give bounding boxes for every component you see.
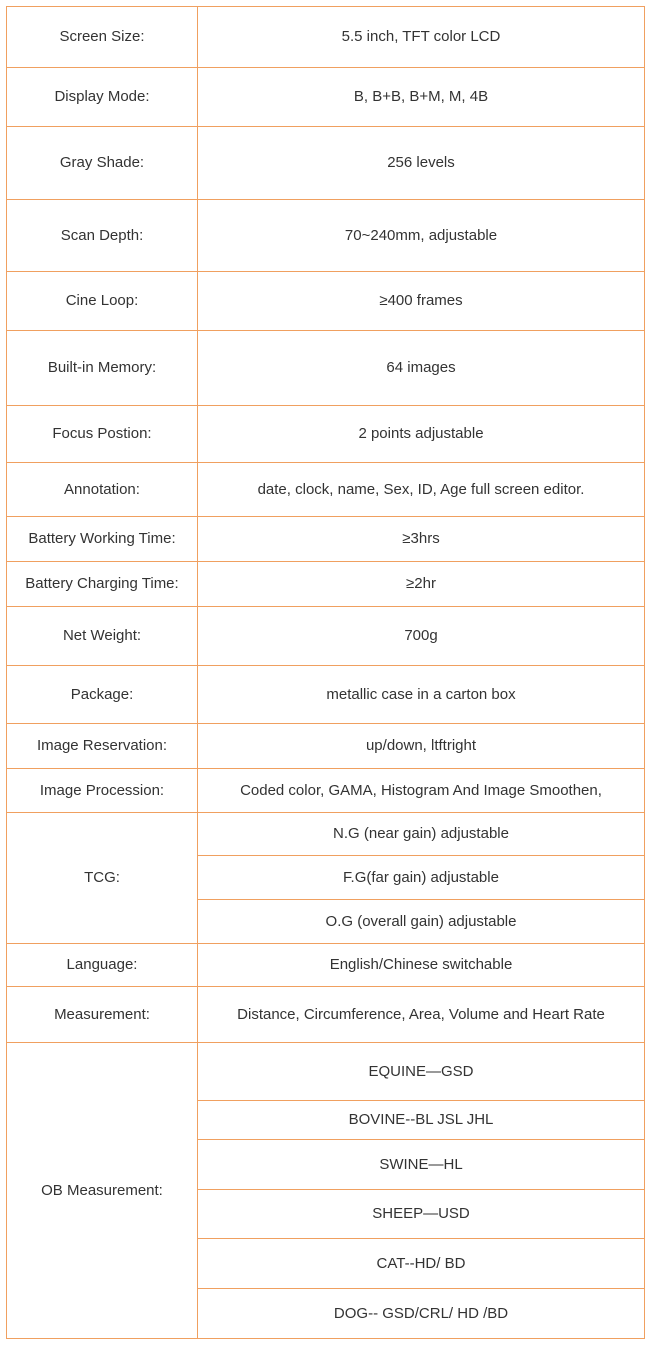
spec-value: 70~240mm, adjustable	[198, 200, 645, 272]
ob-measurement-value: DOG-- GSD/CRL/ HD /BD	[198, 1289, 645, 1339]
tcg-value: O.G (overall gain) adjustable	[198, 900, 645, 944]
table-row	[7, 463, 645, 517]
spec-label: Display Mode:	[7, 68, 198, 127]
spec-value: Coded color, GAMA, Histogram And Image Smoothen,	[198, 769, 645, 813]
table-row	[7, 724, 645, 769]
spec-label: Focus Postion:	[7, 406, 198, 463]
table-row	[7, 200, 645, 272]
table-row	[7, 987, 645, 1043]
table-row	[7, 562, 645, 607]
spec-label: Image Reservation:	[7, 724, 198, 769]
spec-label: Battery Charging Time:	[7, 562, 198, 607]
spec-value: 5.5 inch, TFT color LCD	[198, 7, 645, 68]
spec-label: Gray Shade:	[7, 127, 198, 200]
table-row	[7, 813, 645, 856]
table-row	[7, 68, 645, 127]
table-row	[7, 272, 645, 331]
ob-measurement-label: OB Measurement:	[7, 1043, 198, 1339]
ob-measurement-value: BOVINE--BL JSL JHL	[198, 1101, 645, 1140]
spec-label: Net Weight:	[7, 607, 198, 666]
spec-value: date, clock, name, Sex, ID, Age full screen editor.	[198, 463, 645, 517]
table-row	[7, 1043, 645, 1101]
spec-label: Battery Working Time:	[7, 517, 198, 562]
spec-label: Scan Depth:	[7, 200, 198, 272]
spec-value: ≥400 frames	[198, 272, 645, 331]
measurement-label: Measurement:	[7, 987, 198, 1043]
language-label: Language:	[7, 944, 198, 987]
spec-value: 2 points adjustable	[198, 406, 645, 463]
spec-label: Annotation:	[7, 463, 198, 517]
spec-value: 256 levels	[198, 127, 645, 200]
spec-label: Package:	[7, 666, 198, 724]
ob-measurement-value: SWINE—HL	[198, 1140, 645, 1190]
language-value: English/Chinese switchable	[198, 944, 645, 987]
table-row	[7, 607, 645, 666]
table-row	[7, 127, 645, 200]
tcg-value: N.G (near gain) adjustable	[198, 813, 645, 856]
spec-value: 700g	[198, 607, 645, 666]
spec-value: ≥3hrs	[198, 517, 645, 562]
ob-measurement-value: SHEEP—USD	[198, 1190, 645, 1239]
spec-label: Cine Loop:	[7, 272, 198, 331]
spec-table	[6, 6, 645, 1339]
table-row	[7, 517, 645, 562]
table-row	[7, 7, 645, 68]
table-row	[7, 406, 645, 463]
spec-label: Image Procession:	[7, 769, 198, 813]
spec-value: B, B+B, B+M, M, 4B	[198, 68, 645, 127]
spec-label: Built-in Memory:	[7, 331, 198, 406]
table-row	[7, 331, 645, 406]
spec-label: Screen Size:	[7, 7, 198, 68]
ob-measurement-value: EQUINE—GSD	[198, 1043, 645, 1101]
table-row	[7, 666, 645, 724]
ob-measurement-value: CAT--HD/ BD	[198, 1239, 645, 1289]
spec-value: metallic case in a carton box	[198, 666, 645, 724]
spec-value: ≥2hr	[198, 562, 645, 607]
table-row	[7, 944, 645, 987]
tcg-value: F.G(far gain) adjustable	[198, 856, 645, 900]
tcg-label: TCG:	[7, 813, 198, 944]
spec-value: up/down, ltftright	[198, 724, 645, 769]
measurement-value: Distance, Circumference, Area, Volume and Heart Rate	[198, 987, 645, 1043]
table-row	[7, 769, 645, 813]
spec-value: 64 images	[198, 331, 645, 406]
